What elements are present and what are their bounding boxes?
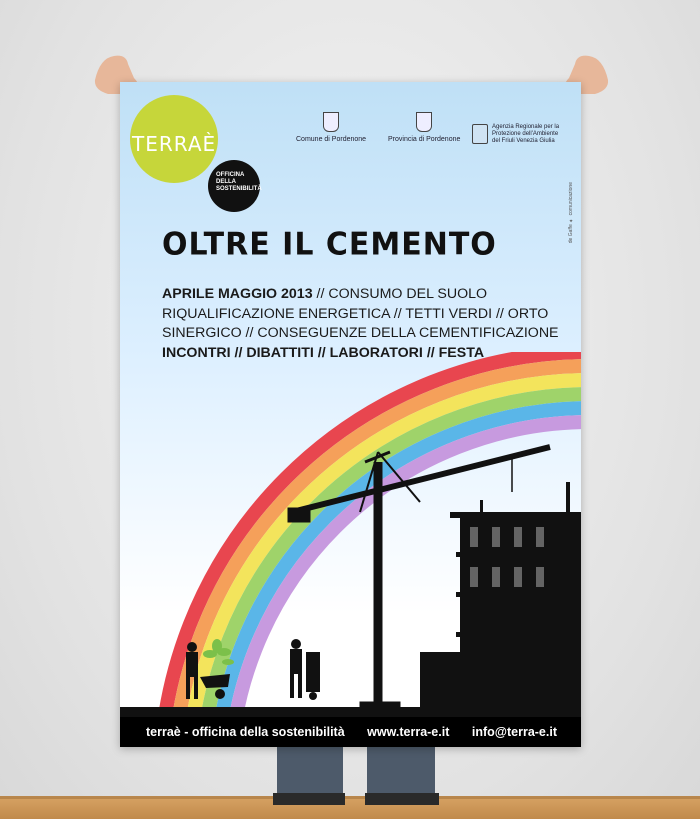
crest-icon [323, 112, 339, 132]
building-silhouette [420, 482, 581, 712]
sponsor-comune: Comune di Pordenone [296, 112, 366, 143]
footer-bar [120, 717, 581, 747]
logo-brand: TERRAÈ [132, 132, 217, 156]
arpa-logo-icon [472, 124, 488, 144]
person-legs [255, 745, 455, 805]
poster [120, 82, 581, 747]
sponsor-arpa: Agenzia Regionale per la Protezione dell'Ambiente del Friuli Venezia Giulia [472, 124, 562, 145]
event-description: APRILE MAGGIO 2013 // CONSUMO DEL SUOLO RIQUALIFICAZIONE ENERGETICA // TETTI VERDI // ORTO SINERGICO // CONSEGUENZE DELLA CEMENTIFICAZIONE INCONTRI // DIBATTITI // LABORATORI // FESTA [162, 286, 559, 361]
sponsor-provincia: Provincia di Pordenone [388, 112, 460, 143]
crest-icon [416, 112, 432, 132]
footer-email-link[interactable]: info@terra-e.it [471, 725, 557, 739]
footer-website-link[interactable]: www.terra-e.it [367, 725, 450, 739]
footer-org: terraè - officina della sostenibilità [146, 725, 345, 739]
rainbow-construction-illustration [120, 352, 581, 722]
logo-tagline: OFFICINA DELLA SOSTENIBILITÀ [216, 172, 262, 192]
designer-credit: de Gaffe ✦ comunicazione [568, 182, 574, 244]
headline: OLTRE IL CEMENTO [162, 226, 497, 263]
